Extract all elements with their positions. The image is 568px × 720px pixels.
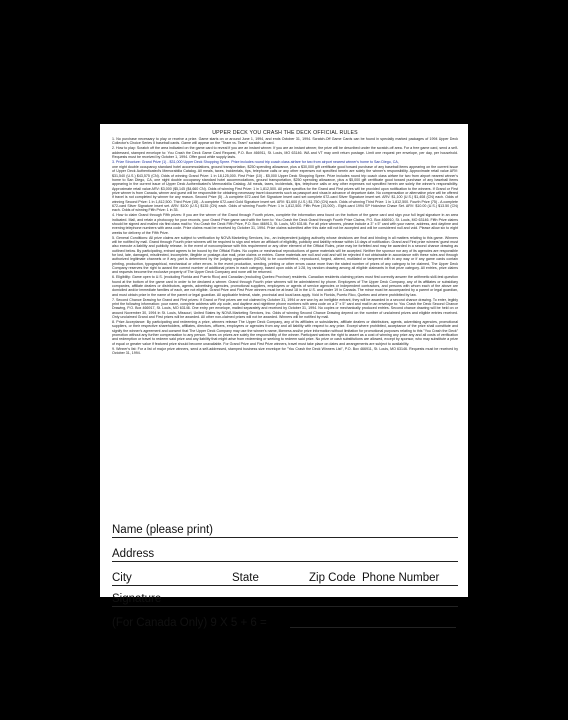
rules-title: UPPER DECK YOU CRASH THE DECK OFFICIAL RULES: [212, 130, 358, 136]
answer-blank[interactable]: [290, 627, 456, 628]
rule-paragraph: 6. Eligibility: Game open to U.S. (excluding Florida and Puerto Rico) and Canadian (excluding Quebec Province) residents. Canadian residents claiming prizes must first correctly answer the arithmetic skill-test question found at the bottom of the game card in order to be declared a winner. Grand through Fourth prize winners will be administered by phone. Employees of The Upper Deck Company, any of its affiliates or subsidiary companies, affiliate dealers or distributors, agents, advertising agencies, promotional suppliers, employees or agents of service agencies or independent contractors, and persons with whom each of the above are domiciled and/or immediate families of each, are not eligible. Grand Prize and First Prize winners must be at least 18 in the U.S. and under 19 in Canada. The minor must be accompanied by a parent or legal guardian, and must obtain prize in the name of the parent or legal guardian. All applicable federal, state, provincial and local laws apply. Void in Florida, Puerto Rico, Quebec and where prohibited by law.: [112, 275, 458, 297]
canada-skill-question: [112, 609, 458, 631]
signature-label: Signature: [112, 593, 162, 605]
game-card-back: [100, 124, 468, 629]
address-label: Address: [112, 548, 155, 560]
phone-label: Phone Number: [362, 572, 440, 584]
zip-label: Zip Code: [309, 572, 356, 584]
state-label: State: [232, 572, 259, 584]
city-label: City: [112, 572, 132, 584]
rule-paragraph: one night double occupancy standard hotel accommodations, ground transportation, $250 spending allowance, plus a $30,000 gift certificate good toward purchase of any baseball items appearing on the current issue of Upper Deck Authenticated's Memorabilia Catalog. All meals, taxes, incidentals, tips, telephone calls or any other expenses not specified herein are solely the winner's responsibility. Approximate retail value ARV: $31,540 (U.S.) $43,575 (CN). Odds of winning Grand Prize: 1 in 18,125,000. First Prize (10) - $5,000 Upper Deck Shopping Spree. Prize includes round trip coach class airfare for two from airport nearest winner's home to San Diego, CA, one night double occupancy standard hotel accommodations, ground transportation, $250 spending allowance, plus a $5,000 gift certificate good toward purchase of any baseball items appearing in the current issue of Upper Deck Authenticated's Memorabilia Catalog. All meals, taxes, incidentals, tips, telephone calls or any other expenses not specified herein are solely the winner's responsibility. Approximate retail value ARV: $3,000 ($5,145 ($4,660 CN). Odds of winning First Prize: 1 in 1,812,500. All prize specifics for the Grand and First prizes will be provided upon notification to the winners. If Grand or First prize winner is from Canada, winner and guest will be responsible for obtaining necessary travel documents such as passport and visas in advance of departure date. No compensation or alternative prize will be offered if travel is not completed by winner for any reason. Second Prize (5) - A complete 672-card Set Signature Insert card set complete 672-card Silver Signature insert set. ARV: $1,100 (U.S.) $1,408 (CN) each. Odds of winning Second Prize: 1 in 1,812,500. Third Prize (15) - A complete 672-card Gold Signature insert set. ARV: $1,600 (U.S.) $1,750 (CN) each. Odds of winning Third Prize: 1 in 1,812,500. Fourth Prize (75) - A complete 672-card Silver Signature insert set. ARV: $100 (U.S.) $135 (CN) each. Odds of winning Fourth Prize: 1 in 1,812,500. Fifth Prize (15,000) - Eight-card 1994 SP Holoview Chase Set. ARV: $10.00 (U.S.) $13.50 (CN) each. Odds of winning Fifth Prize: 1 in 35.: [112, 164, 458, 213]
name-line[interactable]: [112, 516, 458, 538]
name-label: Name (please print): [112, 524, 213, 536]
official-rules: [112, 130, 458, 496]
rule-paragraph: 5. General Conditions: All prize claims are subject to verification by NOVA Marketing Services, Inc., an independent judging authority whose decisions are final and binding in all matters relating to this game. Winners will be notified by mail. Grand through Fourth prize winners will be required to sign and return an affidavit of eligibility, publicity and liability release within 14 days of notification. Grand and First prize winners' guest must also execute a liability and publicity release. In the event of noncompliance with this requirement or any other element of the Official Rules, prize may be forfeited and may be awarded in a second chance drawing as outlined below. By participating, entrant agrees to be bound by the Official Rules. No copies or mechanical reproductions of game materials will be accepted. Neither the sponsor nor any of its agencies are responsible for lost, late, damaged, misdirected, incomplete, illegible or postage-due mail, prize claims or entries. Game materials are null and void and will be rejected if not obtainable in accordance with these rules and through authorized legitimate channels or if any part is determined by the judging organization (NOVA) to be counterfeited, reproduced, forged, altered, mutilated or tampered with in any way or if any game cards contain printing, production, typographical, mechanical or other errors. In the event production, seeding, printing or other errors cause more than the stated number of prizes of any category to be claimed, The Upper Deck Company reserves the right to award the correct number of additional prizes in each category, based upon odds of 1:28, by random drawing among all eligible claimants in that prize category. All entries, prize claims and requests become the exclusive property of The Upper Deck Company and none will be returned.: [112, 235, 458, 275]
rule-paragraph: 9. Winner's list: For a list of major prize winners, send a self-addressed, stamped business size envelope for "You Crash the Deck Winners List", P.O. Box 466911, St. Louis, MO 63146. Requests must be received by October 31, 1994.: [112, 346, 458, 355]
claim-form: [112, 516, 458, 631]
rule-paragraph: 1. No purchase necessary to play or receive a prize. Game starts on or around June 1, 1994, and ends October 31, 1994. Scratch-Off Game Cards can be found in specially marked packages of 1994 Upper Deck Collector's Choice Series II baseball cards. Game will appear on the "Team vs. Team" scratch-off card.: [112, 137, 458, 146]
address-line[interactable]: [112, 540, 458, 562]
rule-paragraph: 2. How to play: Scratch off the area indicated on the game card to reveal if you are an instant winner. If you are an instant winner, the prize will be described under the scratch-off area. For a free game card, send a self-addressed, stamped envelope to: You Crash the Deck Game Card Request, P.O. Box 466911, St. Louis, MO 63146. WA and VT may omit return postage. Limit one request per envelope, per day, per household. Requests must be received by October 1, 1994. Offer good while supply lasts.: [112, 146, 458, 159]
rule-paragraph: 4. How to claim Grand through Fifth prizes: If you are the winner of the Grand through Fourth prizes, complete the information area found on the bottom of the game card and sign your full legal signature in an area indicated. Mail, and retain a photocopy for your records, your Grand Prize game card with the form to: You Crash the Deck Grand through Fourth Prize Claims, P.O. Box 466910, St. Louis, MO 63146. Fifth Prize claims should be signed and mailed via first class mail to: You Crash the Deck Fifth Prize, P.O. Box 466913, St. Louis, MO 63146. For all prize winners, please include a 3" x 5" card with your name, address, and daytime and evening telephone numbers with area code. Prize claims must be received by October 31, 1994. Prize claims submitted after this date will not be accepted and will be considered null and void. Please allow six to eight weeks for delivery of the Fifth Prize.: [112, 213, 458, 235]
rule-paragraph: 7. Second Chance Drawing for Grand and First prizes: If Grand or First prizes are not claimed by October 31, 1994 or are won by an ineligible entrant, they will be awarded in a second chance drawing. To enter, legibly print the following information: your name, complete address with zip code, and daytime and nighttime phone numbers with area code on a 3" x 5" card and mail in an envelope to: You Crash the Deck Second Chance Drawing, P.O. Box 466917, St. Louis, MO 63146. One entry per envelope, mailed separately and received by October 31, 1994. No copies or mechanically produced entries. Second chance drawing will be held on or around November 30, 1994 in St. Louis, Missouri, United States by NOVA Marketing Services, Inc. Odds of winning Second Chance Drawing depend on the number of unclaimed prizes and eligible entries received. Only unclaimed Grand and First prizes will be awarded. All other non-claimed prizes will not be awarded. Winners will be notified by mail.: [112, 297, 458, 319]
canada-question-label: (For Canada Only) 9 X 5 + 6 =: [112, 617, 267, 629]
rule-paragraph: 3. Prize Structure: Grand Prize (1) - $31,000 Upper Deck Shopping Spree. Prize includes round trip coach class airfare for two from airport nearest winner's home to San Diego, CA,: [112, 159, 399, 164]
city-state-zip-phone-line[interactable]: [112, 564, 458, 586]
signature-line[interactable]: [112, 588, 458, 607]
rules-list: [112, 137, 458, 355]
rule-paragraph: 8. Prize Acceptance: By participating and redeeming a prize, winners release The Upper Deck Company, any of its affiliates or subsidiaries, affiliate dealers or distributors, agents, advertising agencies, promotional suppliers, or their respective shareholders, affiliates, directors, officers, employees or agencies from any and all liability with respect to any prize. Except where prohibited, acceptance of the prize shall constitute and signify the winner's agreement and consent that The Upper Deck Company may use the winner's name, likeness and/or prize information without limitation for promotional purposes relating to this "You Crash the Deck" promotion without any further compensation to any person. Taxes on prizes are solely the responsibility of the winner. Participant waives the right to assert as a cost of winning any prize any and all costs of verification and redemption or travel to redeem said prize and any liability that might arise from redeeming or seeking to redeem said prize. No prize or cash substitutions are allowed, except by sponsor, who may substitute a prize of equal or greater value if featured prize should become unavailable. For Grand Prize and First Prize winners, travel must take place on dates and arrangements are subject to availability.: [112, 319, 458, 346]
